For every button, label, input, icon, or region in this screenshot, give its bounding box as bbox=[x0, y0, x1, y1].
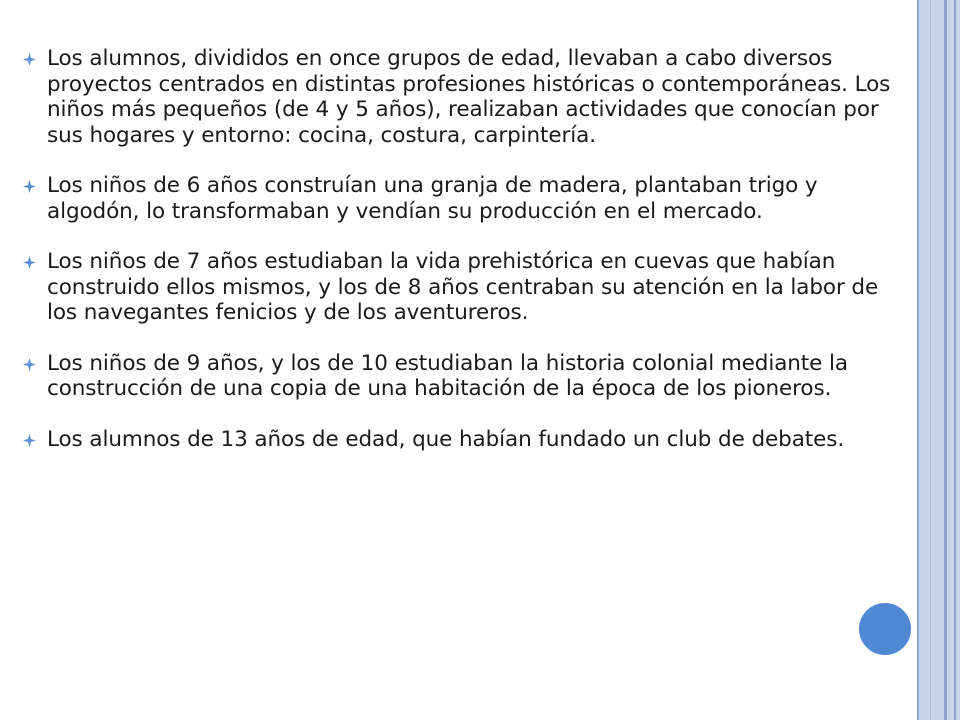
four-point-star-icon bbox=[23, 358, 36, 371]
four-point-star-icon bbox=[23, 53, 36, 66]
four-point-star-icon bbox=[23, 256, 36, 269]
bullet-text: Los niños de 9 años, y los de 10 estudiaban la historia colonial mediante la construcción de una copia de una habitación de la época de los pioneros. bbox=[47, 350, 848, 401]
frame-stripe bbox=[944, 0, 947, 720]
bullet-text: Los alumnos, divididos en once grupos de edad, llevaban a cabo diversos proyectos centrados en distintas profesiones históricas o contemporáneas. Los niños más pequeños (de 4 y 5 años), realizaban actividades que conocían por sus hogares y entorno: cocina, costura, carpintería. bbox=[47, 46, 891, 148]
bullet-item-1 bbox=[20, 46, 900, 148]
four-point-star-icon bbox=[23, 434, 36, 447]
bullet-item-4 bbox=[20, 351, 900, 402]
bullet-item-5 bbox=[20, 427, 900, 453]
frame-stripe bbox=[917, 0, 919, 720]
frame-stripe bbox=[930, 0, 931, 720]
bullet-text: Los niños de 6 años construían una granja de madera, plantaban trigo y algodón, lo transformaban y vendían su producción en el mercado. bbox=[47, 173, 818, 224]
decorative-circle bbox=[856, 600, 914, 658]
bullet-text: Los niños de 7 años estudiaban la vida prehistórica en cuevas que habían construido ellos mismos, y los de 8 años centraban su atención en la labor de los navegantes fenicios y de los aventureros. bbox=[47, 249, 879, 325]
bullet-item-3 bbox=[20, 249, 900, 326]
four-point-star-icon bbox=[23, 180, 36, 193]
frame-stripe bbox=[954, 0, 956, 720]
bullet-item-2 bbox=[20, 173, 900, 224]
bullet-list bbox=[20, 46, 900, 477]
bullet-text: Los alumnos de 13 años de edad, que habían fundado un club de debates. bbox=[47, 426, 845, 452]
